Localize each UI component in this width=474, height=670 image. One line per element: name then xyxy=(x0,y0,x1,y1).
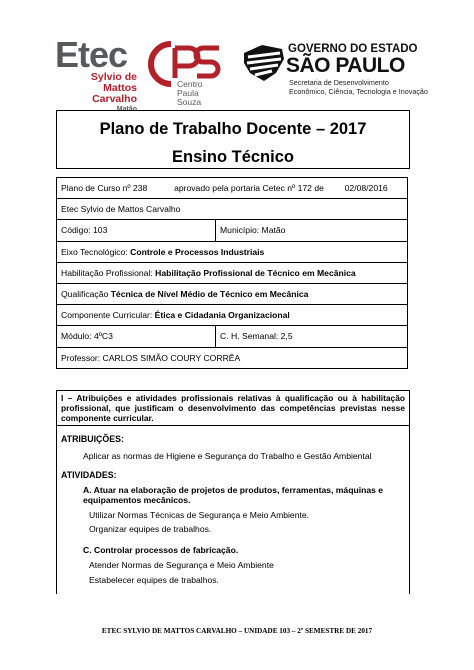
table-row xyxy=(57,283,408,304)
carga-horaria-cell: C. H. Semanal: 2,5 xyxy=(216,326,408,347)
etec-logo xyxy=(55,34,139,113)
habilitacao-cell xyxy=(57,262,408,283)
sp-logo-line4: Econômico, Ciência, Tecnologia e Inovação xyxy=(289,86,428,96)
atividade-c-title: C. Controlar processos de fabricação. xyxy=(83,545,239,555)
plano-label: Plano de Curso nº 238 xyxy=(61,183,148,194)
table-row xyxy=(57,241,408,262)
title-box xyxy=(56,110,410,169)
sp-logo-line3: Secretaria de Desenvolvimento xyxy=(289,78,389,87)
aprovado-text: aprovado pela portaria Cetec nº 172 de xyxy=(174,183,324,194)
section-heading: I – Atribuições e atividades profissionais relativas à qualificação ou à habilitação profissional, que justificam o desenvolvimento das competências previstas nesse componente curricular. xyxy=(57,391,409,426)
componente-cell xyxy=(57,305,408,326)
cps-logo xyxy=(145,40,225,107)
professor-cell: Professor: CARLOS SIMÃO COURY CORRÊA xyxy=(57,347,408,368)
etec-brand-text: Etec xyxy=(55,34,128,75)
table-row xyxy=(57,178,408,199)
sp-logo-line2: SÃO PAULO xyxy=(286,54,405,77)
sp-logo-line1: GOVERNO DO ESTADO xyxy=(288,43,418,55)
sp-government-logo xyxy=(242,41,428,97)
atividade-a-title: A. Atuar na elaboração de projetos de produtos, ferramentas, máquinas e equipamentos mecânicos. xyxy=(83,485,384,505)
atribuicoes-label: ATRIBUIÇÕES: xyxy=(61,434,124,444)
municipio-cell: Município: Matão xyxy=(216,220,408,241)
course-info-table xyxy=(56,177,408,369)
table-row xyxy=(57,262,408,283)
atividade-c-item-2: Estabelecer equipes de trabalhos. xyxy=(89,575,219,585)
atividade-a-item-1: Utilizar Normas Técnicas de Segurança e Meio Ambiente. xyxy=(89,510,310,520)
sp-logo-secretaria xyxy=(289,79,428,96)
cps-caption-line1: Centro xyxy=(177,79,203,89)
habilitacao-label: Habilitação Profissional: xyxy=(61,267,156,278)
eixo-value: Controle e Processos Industriais xyxy=(130,246,265,257)
modulo-cell: Módulo: 4ºC3 xyxy=(57,326,216,347)
qualificacao-label: Qualificação xyxy=(61,289,111,300)
page-subtitle: Ensino Técnico xyxy=(172,148,294,166)
cps-caption xyxy=(177,80,225,107)
atividade-a-item-2: Organizar equipes de trabalhos. xyxy=(89,524,212,534)
componente-label: Componente Curricular: xyxy=(61,310,155,321)
cps-caption-line2: Paula Souza xyxy=(177,88,202,107)
etec-school-line2: Carvalho xyxy=(92,93,137,105)
atividade-c-item-1: Atender Normas de Segurança e Meio Ambiente xyxy=(89,560,274,570)
section-atribuicoes xyxy=(56,390,410,594)
qualificacao-cell xyxy=(57,283,408,304)
atividades-label: ATIVIDADES: xyxy=(61,470,117,480)
habilitacao-value: Habilitação Profissional de Técnico em Mecânica xyxy=(155,267,356,278)
qualificacao-value: Técnica de Nível Médio de Técnico em Mecânica xyxy=(110,289,309,300)
codigo-cell: Código: 103 xyxy=(57,220,216,241)
table-row xyxy=(57,347,408,368)
atribuicao-item: Aplicar as normas de Higiene e Segurança do Trabalho e Gestão Ambiental xyxy=(83,451,372,461)
sp-map-flag-icon xyxy=(242,43,286,83)
aprovado-date: 02/08/2016 xyxy=(344,183,388,194)
table-row xyxy=(57,326,408,347)
etec-city: Matão xyxy=(116,106,137,113)
page-title: Plano de Trabalho Docente – 2017 xyxy=(99,120,367,138)
school-name: Etec Sylvio de Mattos Carvalho xyxy=(57,199,408,220)
eixo-cell xyxy=(57,241,408,262)
plano-cell xyxy=(57,178,408,199)
table-row xyxy=(57,305,408,326)
page-footer: ETEC SYLVIO DE MATTOS CARVALHO – UNIDADE 103 – 2º SEMESTRE DE 2017 xyxy=(101,627,373,635)
etec-school-line1: Sylvio de Mattos xyxy=(90,71,137,94)
table-row xyxy=(57,199,408,220)
componente-value: Ética e Cidadania Organizacional xyxy=(154,310,290,321)
eixo-label: Eixo Tecnológico: xyxy=(61,246,131,257)
table-row xyxy=(57,220,408,241)
